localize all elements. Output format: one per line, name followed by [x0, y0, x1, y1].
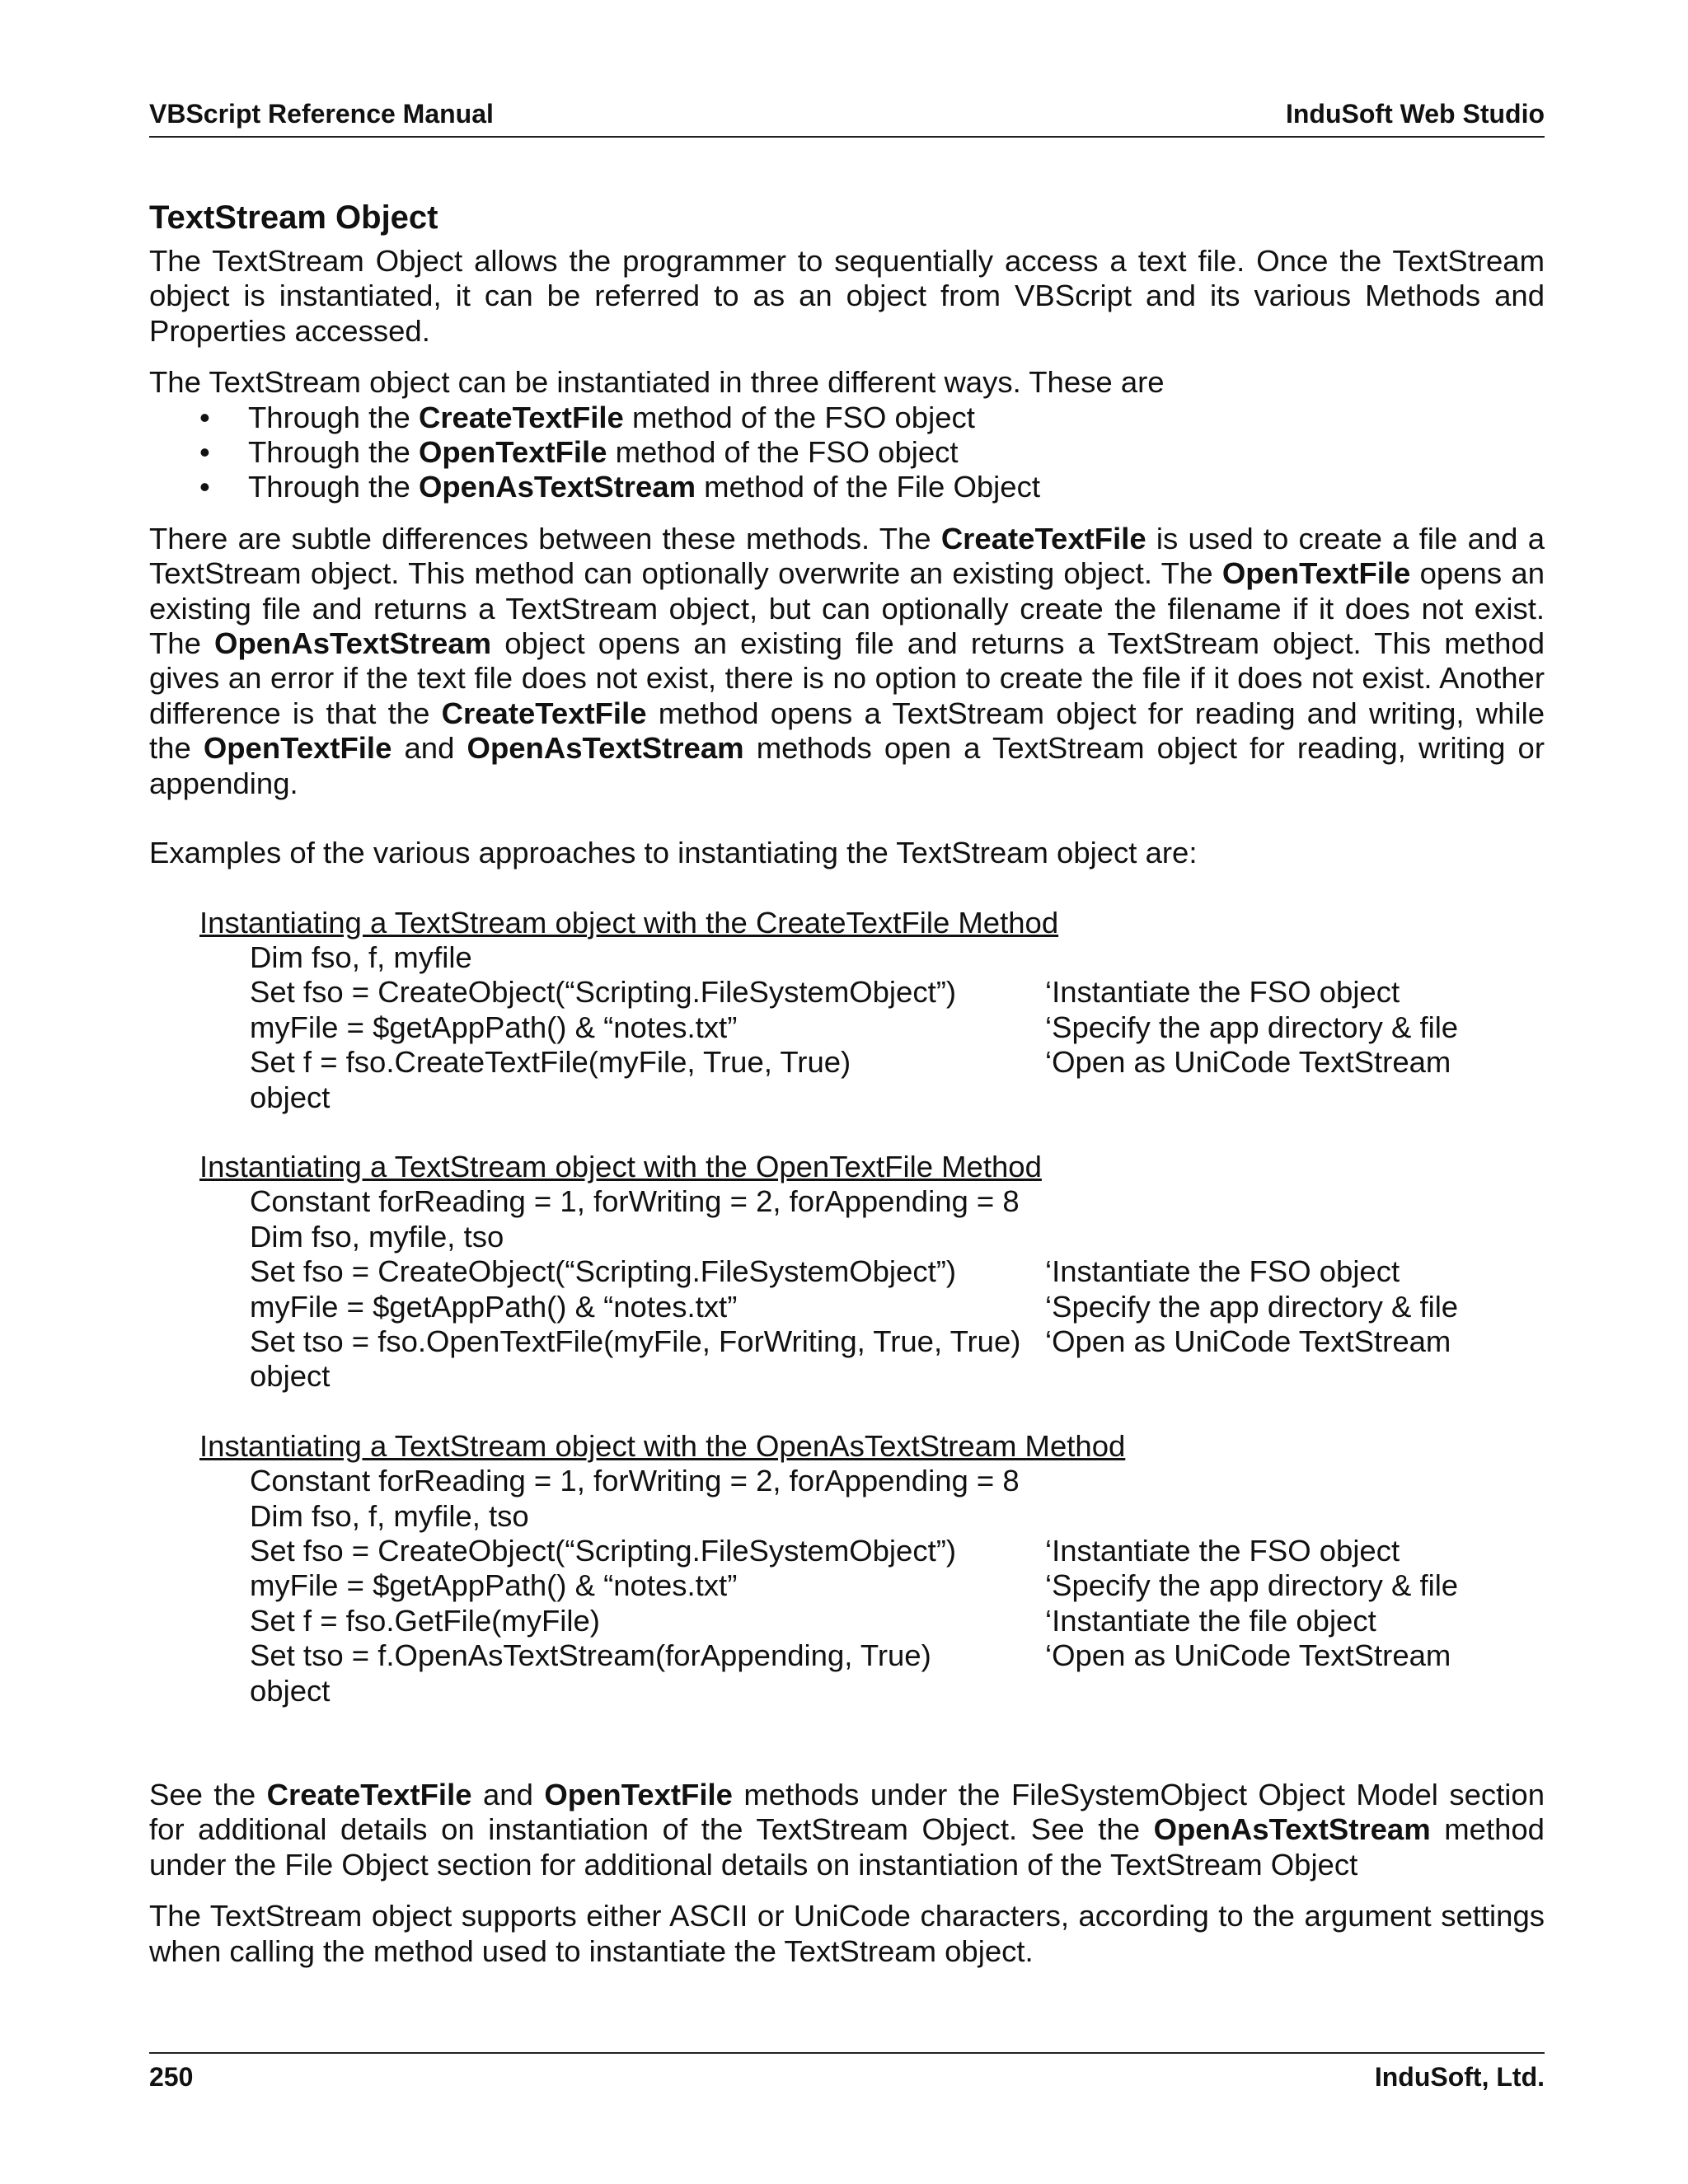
- code-line: Set fso = CreateObject(“Scripting.FileSystemObject”) ‘Instantiate the FSO object: [250, 1534, 1400, 1568]
- page-footer: [149, 2052, 1545, 2093]
- code-line: myFile = $getAppPath() & “notes.txt” ‘Specify the app directory & file: [250, 1568, 1459, 1603]
- list-item-text: Through the: [248, 470, 419, 504]
- code-line: Set tso = fso.OpenTextFile(myFile, ForWriting, True, True) ‘Open as UniCode TextStream: [250, 1324, 1451, 1358]
- code-line: myFile = $getAppPath() & “notes.txt” ‘Specify the app directory & file: [250, 1010, 1459, 1044]
- code-line: Set f = fso.GetFile(myFile) ‘Instantiate the file object: [250, 1603, 1376, 1638]
- page-header: [149, 99, 1545, 138]
- section-title: TextStream Object: [149, 199, 438, 236]
- code-line: Set fso = CreateObject(“Scripting.FileSystemObject”) ‘Instantiate the FSO object: [250, 975, 1400, 1010]
- code-line: object: [250, 1080, 331, 1114]
- list-item: [149, 470, 1545, 504]
- code-line: Set f = fso.CreateTextFile(myFile, True, True) ‘Open as UniCode TextStream: [250, 1045, 1451, 1080]
- code-line: Dim fso, myfile, tso: [250, 1219, 504, 1254]
- code-line: Set fso = CreateObject(“Scripting.FileSystemObject”) ‘Instantiate the FSO object: [250, 1254, 1400, 1289]
- bullet-icon: •: [199, 435, 210, 470]
- code-block: [199, 940, 1545, 1115]
- page-number: 250: [149, 2062, 194, 2092]
- method-name: CreateTextFile: [418, 400, 624, 434]
- ways-list: [149, 401, 1545, 505]
- code-line: object: [250, 1359, 331, 1394]
- list-item-text: Through the: [248, 435, 419, 470]
- header-product-name: InduSoft Web Studio: [1285, 99, 1545, 129]
- examples-intro: Examples of the various approaches to instantiating the TextStream object are:: [149, 836, 1198, 870]
- differences-paragraph: There are subtle differences between these methods. The CreateTextFile is used to create a file and a TextStream object. This method can optionally overwrite an existing object. The OpenTextFile opens an existing file and returns a TextStream object, but can optionally create the filename if it does not exist. The OpenAsTextStream object opens an existing file and returns a TextStream object. This method gives an error if the text file does not exist, there is no option to create the file if it does not exist. Another difference is that the CreateTextFile method opens a TextStream object for reading and writing, while the OpenTextFile and OpenAsTextStream methods open a TextStream object for reading, writing or appending.: [149, 521, 1545, 800]
- page-content: [149, 198, 1545, 1969]
- see-also-paragraph: See the CreateTextFile and OpenTextFile methods under the FileSystemObject Object Model section for additional details on instantiation of the TextStream Object. See the OpenAsTextStream method under the File Object section for additional details on instantiation of the TextStream Object: [149, 1778, 1545, 1882]
- header-manual-title: VBScript Reference Manual: [149, 99, 494, 129]
- code-line: Constant forReading = 1, forWriting = 2, forAppending = 8: [250, 1184, 1020, 1219]
- list-item-text: method of the File Object: [696, 470, 1040, 504]
- example-opentextfile: [149, 1150, 1545, 1394]
- method-name: OpenAsTextStream: [418, 470, 696, 504]
- example-title: Instantiating a TextStream object with the OpenAsTextStream Method: [199, 1428, 1126, 1463]
- method-name: OpenTextFile: [418, 435, 607, 470]
- code-line: Dim fso, f, myfile, tso: [250, 1498, 529, 1533]
- example-title: Instantiating a TextStream object with the OpenTextFile Method: [199, 1149, 1042, 1183]
- footer-company: InduSoft, Ltd.: [1374, 2062, 1545, 2092]
- list-item: [149, 435, 1545, 470]
- intro-paragraph: The TextStream Object allows the programmer to sequentially access a text file. Once the TextStream object is instantiated, it can be referred to as an object from VBScript and its various Methods and Properties accessed.: [149, 244, 1545, 348]
- code-line: myFile = $getAppPath() & “notes.txt” ‘Specify the app directory & file: [250, 1289, 1459, 1324]
- list-item-text: method of the FSO object: [607, 435, 959, 470]
- example-title: Instantiating a TextStream object with the CreateTextFile Method: [199, 905, 1059, 940]
- list-item-text: method of the FSO object: [623, 400, 975, 434]
- ways-intro: The TextStream object can be instantiated in three different ways. These are: [149, 365, 1165, 400]
- list-item: [149, 401, 1545, 435]
- code-block: [199, 1464, 1545, 1708]
- bullet-icon: •: [199, 470, 210, 504]
- example-createtextfile: [149, 906, 1545, 1115]
- example-openastextstream: [149, 1429, 1545, 1708]
- code-block: [199, 1184, 1545, 1394]
- code-line: Dim fso, f, myfile: [250, 940, 472, 974]
- code-line: Constant forReading = 1, forWriting = 2, forAppending = 8: [250, 1464, 1020, 1498]
- character-support-paragraph: The TextStream object supports either ASCII or UniCode characters, according to the argument settings when calling the method used to instantiate the TextStream object.: [149, 1899, 1545, 1968]
- list-item-text: Through the: [248, 400, 419, 434]
- code-line: object: [250, 1673, 331, 1708]
- code-line: Set tso = f.OpenAsTextStream(forAppending, True) ‘Open as UniCode TextStream: [250, 1638, 1451, 1673]
- bullet-icon: •: [199, 400, 210, 434]
